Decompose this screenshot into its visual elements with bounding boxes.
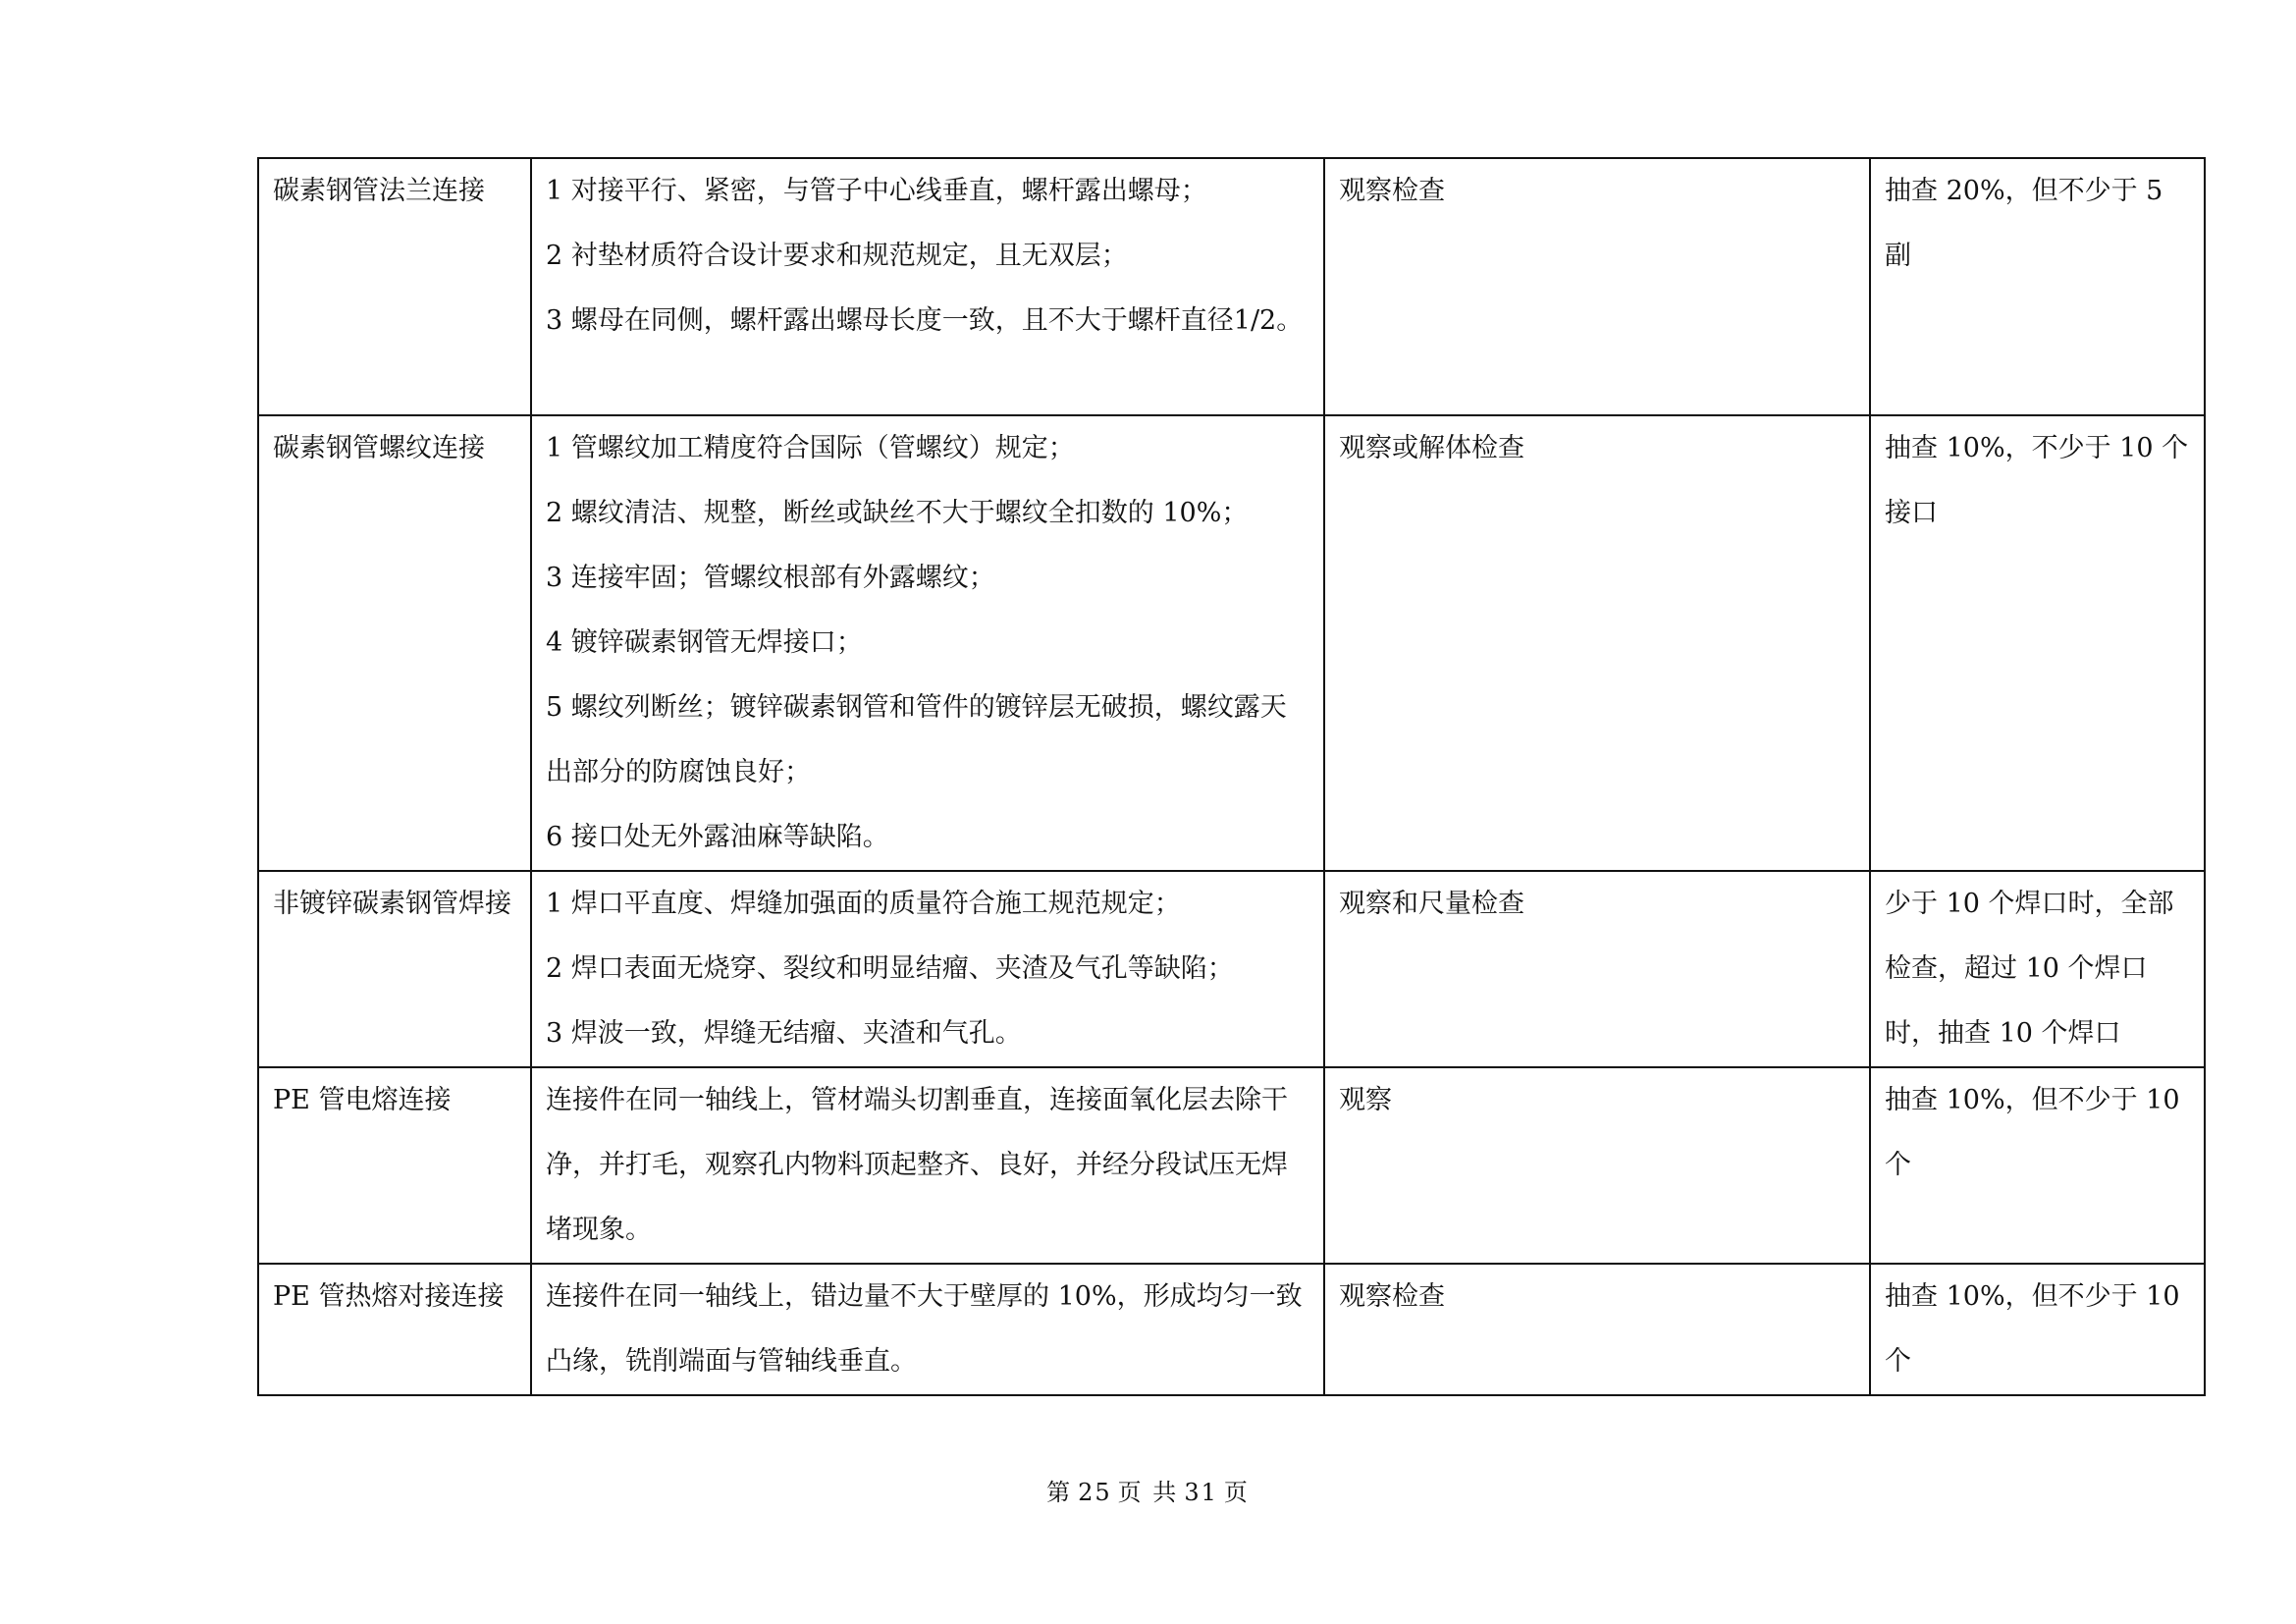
inspection-method: 观察 (1339, 1085, 1392, 1115)
inspection-table (257, 157, 2206, 1396)
requirements-cell (531, 1067, 1324, 1264)
footer-prefix: 第 (1046, 1479, 1073, 1506)
method-cell (1324, 1067, 1870, 1264)
item-cell (258, 1067, 531, 1264)
quantity-cell (1870, 1067, 2205, 1264)
item-name: PE 管电熔连接 (273, 1085, 452, 1115)
quantity-cell (1870, 871, 2205, 1067)
requirement-line: 2 衬垫材质符合设计要求和规范规定，且无双层； (546, 241, 1128, 271)
method-cell (1324, 158, 1870, 415)
footer-suffix: 页 (1223, 1479, 1250, 1506)
requirement-line: 1 焊口平直度、焊缝加强面的质量符合施工规范规定； (546, 889, 1181, 919)
item-cell (258, 1264, 531, 1395)
table-row (258, 415, 2205, 871)
total-pages-number: 31 (1184, 1479, 1218, 1506)
inspection-method: 观察和尺量检查 (1339, 889, 1524, 919)
inspection-quantity: 少于 10 个焊口时，全部检查，超过 10 个焊口时，抽查 10 个焊口 (1885, 889, 2174, 1049)
method-cell (1324, 871, 1870, 1067)
requirement-line: 1 对接平行、紧密，与管子中心线垂直，螺杆露出螺母； (546, 176, 1207, 206)
quantity-cell (1870, 158, 2205, 415)
requirement-line: 连接件在同一轴线上，管材端头切割垂直，连接面氧化层去除干净，并打毛，观察孔内物料顶起整齐、良好，并经分段试压无焊堵现象。 (546, 1085, 1288, 1245)
item-name: 非镀锌碳素钢管焊接 (273, 889, 511, 919)
requirement-line: 2 螺纹清洁、规整，断丝或缺丝不大于螺纹全扣数的 10%； (546, 498, 1249, 528)
requirement-line: 6 接口处无外露油麻等缺陷。 (546, 822, 889, 852)
requirement-line: 2 焊口表面无烧穿、裂纹和明显结瘤、夹渣及气孔等缺陷； (546, 953, 1234, 984)
table-row (258, 1264, 2205, 1395)
item-cell (258, 158, 531, 415)
table-row (258, 871, 2205, 1067)
table-row (258, 1067, 2205, 1264)
inspection-method: 观察检查 (1339, 1281, 1445, 1312)
requirement-line: 1 管螺纹加工精度符合国际（管螺纹）规定； (546, 433, 1075, 463)
inspection-quantity: 抽查 20%，但不少于 5 副 (1885, 176, 2163, 271)
requirements-cell (531, 415, 1324, 871)
requirements-cell (531, 1264, 1324, 1395)
inspection-quantity: 抽查 10%，但不少于 10 个 (1885, 1281, 2180, 1377)
requirement-line: 3 螺母在同侧，螺杆露出螺母长度一致，且不大于螺杆直径1/2。 (546, 305, 1304, 336)
item-cell (258, 415, 531, 871)
inspection-quantity: 抽查 10%，不少于 10 个接口 (1885, 433, 2189, 528)
requirements-cell (531, 158, 1324, 415)
inspection-method: 观察或解体检查 (1339, 433, 1524, 463)
table-row (258, 158, 2205, 415)
requirement-line: 连接件在同一轴线上，错边量不大于壁厚的 10%，形成均匀一致凸缘，铣削端面与管轴线垂直。 (546, 1281, 1303, 1377)
quantity-cell (1870, 1264, 2205, 1395)
footer-middle: 页 共 (1117, 1479, 1179, 1506)
requirement-line: 5 螺纹列断丝；镀锌碳素钢管和管件的镀锌层无破损，螺纹露天出部分的防腐蚀良好； (546, 692, 1287, 787)
item-name: 碳素钢管法兰连接 (273, 176, 485, 206)
quantity-cell (1870, 415, 2205, 871)
inspection-quantity: 抽查 10%，但不少于 10 个 (1885, 1085, 2180, 1180)
current-page-number: 25 (1078, 1479, 1112, 1506)
inspection-method: 观察检查 (1339, 176, 1445, 206)
requirement-line: 3 焊波一致，焊缝无结瘤、夹渣和气孔。 (546, 1018, 1022, 1049)
requirements-cell (531, 871, 1324, 1067)
requirement-line: 4 镀锌碳素钢管无焊接口； (546, 627, 863, 658)
item-cell (258, 871, 531, 1067)
requirement-line: 3 连接牢固；管螺纹根部有外露螺纹； (546, 563, 995, 593)
item-name: PE 管热熔对接连接 (273, 1281, 505, 1312)
page-footer (0, 1473, 2296, 1507)
method-cell (1324, 1264, 1870, 1395)
item-name: 碳素钢管螺纹连接 (273, 433, 485, 463)
method-cell (1324, 415, 1870, 871)
